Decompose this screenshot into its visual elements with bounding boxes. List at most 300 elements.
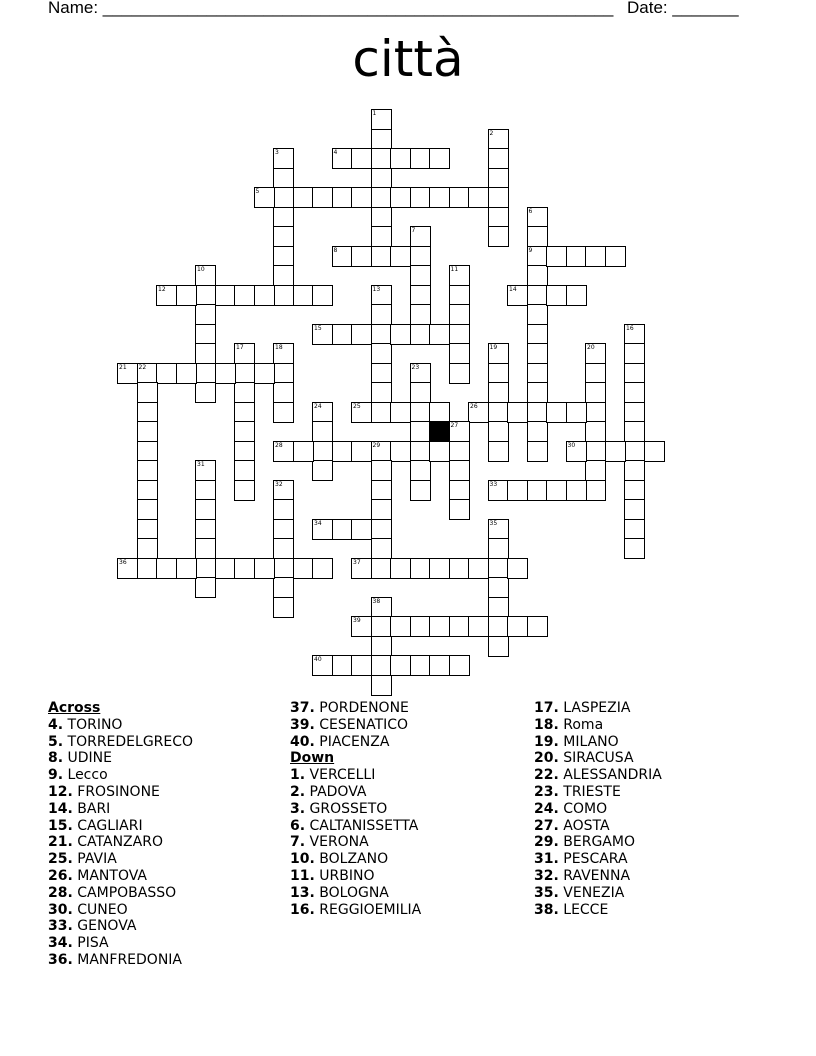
grid-cell[interactable]: [371, 363, 392, 384]
grid-cell[interactable]: [195, 285, 216, 306]
grid-cell[interactable]: [429, 324, 450, 345]
across-clue: 34. PISA: [48, 935, 109, 952]
grid-cell[interactable]: [273, 168, 294, 189]
grid-cell[interactable]: [351, 148, 372, 169]
grid-cell[interactable]: [117, 558, 138, 579]
grid-cell[interactable]: [273, 597, 294, 618]
clue-number: 5: [255, 188, 260, 195]
grid-cell[interactable]: [624, 460, 645, 481]
grid-cell[interactable]: [410, 441, 431, 462]
grid-cell[interactable]: [410, 480, 431, 501]
grid-cell[interactable]: [449, 265, 470, 286]
across-clue: 37. PORDENONE: [290, 700, 409, 716]
grid-cell[interactable]: [429, 655, 450, 676]
grid-cell[interactable]: [273, 499, 294, 520]
grid-cell[interactable]: [488, 187, 509, 208]
grid-cell[interactable]: [312, 519, 333, 540]
grid-cell[interactable]: [351, 616, 372, 637]
grid-cell[interactable]: [410, 363, 431, 384]
grid-cell[interactable]: [351, 441, 372, 462]
clues-column-2: [290, 700, 421, 918]
grid-cell[interactable]: [234, 363, 255, 384]
grid-cell[interactable]: [371, 129, 392, 150]
grid-cell[interactable]: [312, 187, 333, 208]
grid-cell[interactable]: [449, 304, 470, 325]
grid-cell[interactable]: [273, 363, 294, 384]
grid-cell[interactable]: [254, 558, 275, 579]
grid-cell[interactable]: [371, 499, 392, 520]
grid-cell[interactable]: [273, 226, 294, 247]
grid-cell[interactable]: [449, 499, 470, 520]
grid-cell[interactable]: [410, 616, 431, 637]
grid-cell[interactable]: [234, 558, 255, 579]
grid-cell[interactable]: [566, 480, 587, 501]
down-clue: 29. BERGAMO: [534, 834, 635, 851]
clue-number: 6: [528, 207, 533, 215]
grid-cell[interactable]: [137, 421, 158, 442]
grid-cell[interactable]: [117, 363, 138, 384]
grid-cell[interactable]: [371, 304, 392, 325]
clue-number: 28: [275, 441, 283, 449]
grid-cell[interactable]: [351, 187, 372, 208]
grid-cell[interactable]: [137, 402, 158, 423]
grid-cell[interactable]: [527, 363, 548, 384]
grid-cell[interactable]: [449, 187, 470, 208]
grid-cell[interactable]: [195, 363, 216, 384]
grid-cell[interactable]: [273, 265, 294, 286]
clue-number: 34: [314, 519, 322, 527]
grid-cell[interactable]: [507, 285, 528, 306]
grid-cell[interactable]: [566, 246, 587, 267]
grid-cell[interactable]: [449, 285, 470, 306]
grid-cell[interactable]: [410, 421, 431, 442]
grid-cell[interactable]: [429, 187, 450, 208]
grid-cell[interactable]: [234, 285, 255, 306]
grid-cell[interactable]: [371, 343, 392, 364]
grid-cell[interactable]: [273, 343, 294, 364]
grid-cell[interactable]: [137, 480, 158, 501]
grid-cell[interactable]: [390, 441, 411, 462]
grid-cell[interactable]: [449, 460, 470, 481]
grid-cell[interactable]: [468, 558, 489, 579]
grid-cell[interactable]: [605, 246, 626, 267]
grid-cell[interactable]: [234, 441, 255, 462]
down-clue: 7. VERONA: [290, 834, 369, 851]
grid-cell[interactable]: [527, 616, 548, 637]
down-clue: 22. ALESSANDRIA: [534, 767, 662, 784]
across-clue: 4. TORINO: [48, 716, 123, 733]
grid-cell[interactable]: [429, 148, 450, 169]
grid-cell[interactable]: [273, 519, 294, 540]
grid-cell[interactable]: [371, 538, 392, 559]
grid-cell[interactable]: [293, 441, 314, 462]
grid-cell[interactable]: [156, 558, 177, 579]
grid-cell[interactable]: [624, 538, 645, 559]
grid-cell[interactable]: [254, 187, 275, 208]
grid-cell[interactable]: [488, 519, 509, 540]
grid-cell[interactable]: [234, 402, 255, 423]
grid-cell[interactable]: [585, 343, 606, 364]
grid-cell[interactable]: [507, 480, 528, 501]
grid-cell[interactable]: [527, 207, 548, 228]
grid-cell[interactable]: [527, 402, 548, 423]
grid-cell[interactable]: [312, 558, 333, 579]
grid-cell[interactable]: [371, 324, 392, 345]
across-clue: 26. MANTOVA: [48, 867, 147, 884]
grid-cell[interactable]: [332, 324, 353, 345]
grid-cell[interactable]: [273, 558, 294, 579]
grid-cell[interactable]: [410, 558, 431, 579]
grid-cell[interactable]: [371, 441, 392, 462]
grid-cell[interactable]: [390, 402, 411, 423]
across-clue: 8. UDINE: [48, 750, 112, 767]
grid-cell[interactable]: [507, 402, 528, 423]
grid-cell[interactable]: [449, 324, 470, 345]
grid-cell[interactable]: [332, 655, 353, 676]
grid-cell[interactable]: [644, 441, 665, 462]
grid-cell[interactable]: [527, 324, 548, 345]
grid-cell[interactable]: [566, 285, 587, 306]
grid-cell[interactable]: [156, 285, 177, 306]
grid-cell[interactable]: [585, 480, 606, 501]
grid-cell[interactable]: [390, 655, 411, 676]
grid-cell[interactable]: [449, 655, 470, 676]
grid-cell[interactable]: [624, 480, 645, 501]
across-clue: 5. TORREDELGRECO: [48, 733, 194, 750]
grid-cell[interactable]: [488, 382, 509, 403]
grid-cell[interactable]: [195, 538, 216, 559]
grid-cell[interactable]: [468, 616, 489, 637]
grid-cell[interactable]: [176, 285, 197, 306]
across-clue: 28. CAMPOBASSO: [48, 884, 177, 901]
grid-cell[interactable]: [566, 441, 587, 462]
grid-cell[interactable]: [371, 616, 392, 637]
grid-cell[interactable]: [273, 577, 294, 598]
grid-cell[interactable]: [371, 597, 392, 618]
grid-cell[interactable]: [312, 402, 333, 423]
grid-cell[interactable]: [624, 363, 645, 384]
grid-cell[interactable]: [624, 382, 645, 403]
grid-cell[interactable]: [137, 499, 158, 520]
grid-cell[interactable]: [410, 187, 431, 208]
grid-cell[interactable]: [371, 109, 392, 130]
grid-cell[interactable]: [449, 343, 470, 364]
grid-cell[interactable]: [390, 616, 411, 637]
clue-number: 39: [353, 617, 361, 624]
grid-cell[interactable]: [273, 148, 294, 169]
grid-cell[interactable]: [371, 519, 392, 540]
grid-cell[interactable]: [351, 402, 372, 423]
grid-cell[interactable]: [488, 129, 509, 150]
clue-number: 11: [450, 266, 459, 273]
grid-cell[interactable]: [273, 441, 294, 462]
across-clue: 15. CAGLIARI: [48, 817, 143, 834]
clue-number: 20: [587, 344, 595, 351]
grid-cell[interactable]: [156, 363, 177, 384]
grid-cell[interactable]: [507, 558, 528, 579]
grid-cell[interactable]: [410, 226, 431, 247]
grid-cell[interactable]: [488, 538, 509, 559]
grid-cell[interactable]: [195, 558, 216, 579]
grid-cell[interactable]: [507, 616, 528, 637]
clue-number: 7: [411, 227, 416, 234]
grid-cell[interactable]: [371, 187, 392, 208]
grid-cell[interactable]: [351, 246, 372, 267]
grid-cell[interactable]: [449, 363, 470, 384]
grid-cell[interactable]: [234, 480, 255, 501]
grid-cell[interactable]: [488, 148, 509, 169]
grid-cell[interactable]: [195, 577, 216, 598]
grid-cell[interactable]: [195, 519, 216, 540]
grid-cell[interactable]: [215, 558, 236, 579]
grid-cell[interactable]: [585, 382, 606, 403]
across-clue: 36. MANFREDONIA: [48, 951, 182, 968]
grid-cell[interactable]: [371, 226, 392, 247]
grid-cell[interactable]: [137, 558, 158, 579]
grid-cell[interactable]: [605, 441, 626, 462]
grid-cell[interactable]: [527, 480, 548, 501]
grid-cell[interactable]: [332, 148, 353, 169]
grid-cell[interactable]: [488, 363, 509, 384]
grid-cell[interactable]: [429, 402, 450, 423]
grid-cell[interactable]: [624, 519, 645, 540]
grid-cell[interactable]: [488, 480, 509, 501]
grid-cell[interactable]: [527, 226, 548, 247]
grid-cell[interactable]: [137, 382, 158, 403]
clue-number: 24: [314, 402, 322, 410]
grid-cell[interactable]: [449, 558, 470, 579]
grid-cell[interactable]: [137, 538, 158, 559]
grid-cell[interactable]: [410, 382, 431, 403]
grid-cell[interactable]: [546, 246, 567, 267]
grid-cell[interactable]: [371, 655, 392, 676]
grid-cell[interactable]: [273, 285, 294, 306]
grid-cell[interactable]: [390, 558, 411, 579]
clue-number: 32: [275, 480, 283, 488]
down-clue: 27. AOSTA: [534, 817, 610, 834]
grid-cell[interactable]: [234, 460, 255, 481]
down-clue: 18. Roma: [534, 716, 604, 733]
grid-cell[interactable]: [429, 558, 450, 579]
across-clue: 40. PIACENZA: [290, 733, 390, 750]
grid-cell[interactable]: [273, 246, 294, 267]
grid-cell[interactable]: [195, 480, 216, 501]
grid-cell[interactable]: [546, 480, 567, 501]
grid-cell[interactable]: [234, 382, 255, 403]
grid-cell[interactable]: [371, 402, 392, 423]
grid-cell[interactable]: [176, 363, 197, 384]
clue-number: 38: [372, 597, 381, 605]
name-field-label: Name: ______________________________________________________: [48, 0, 614, 17]
grid-cell[interactable]: [468, 402, 489, 423]
grid-cell[interactable]: [527, 246, 548, 267]
grid-cell[interactable]: [624, 421, 645, 442]
grid-cell[interactable]: [273, 207, 294, 228]
grid-cell[interactable]: [429, 616, 450, 637]
grid-cell[interactable]: [234, 343, 255, 364]
grid-cell[interactable]: [195, 382, 216, 403]
grid-cell[interactable]: [332, 441, 353, 462]
grid-cell[interactable]: [351, 558, 372, 579]
grid-cell[interactable]: [371, 558, 392, 579]
grid-cell[interactable]: [332, 187, 353, 208]
grid-cell[interactable]: [488, 597, 509, 618]
grid-cell[interactable]: [390, 324, 411, 345]
across-heading: Across: [48, 700, 101, 716]
grid-cell[interactable]: [449, 480, 470, 501]
grid-cell[interactable]: [390, 148, 411, 169]
grid-cell[interactable]: [488, 402, 509, 423]
across-clue: 25. PAVIA: [48, 851, 117, 868]
grid-cell[interactable]: [488, 577, 509, 598]
grid-cell[interactable]: [624, 324, 645, 345]
grid-cell[interactable]: [410, 265, 431, 286]
grid-cell[interactable]: [332, 246, 353, 267]
grid-cell[interactable]: [585, 246, 606, 267]
grid-cell[interactable]: [488, 558, 509, 579]
clue-number: 37: [353, 558, 361, 566]
grid-cell[interactable]: [410, 285, 431, 306]
grid-cell[interactable]: [410, 246, 431, 267]
clue-number: 29: [372, 441, 381, 449]
grid-cell[interactable]: [195, 460, 216, 481]
grid-cell[interactable]: [312, 441, 333, 462]
grid-cell[interactable]: [410, 402, 431, 423]
grid-cell[interactable]: [273, 480, 294, 501]
grid-cell[interactable]: [371, 148, 392, 169]
grid-cell[interactable]: [546, 402, 567, 423]
grid-cell[interactable]: [215, 363, 236, 384]
grid-cell[interactable]: [371, 460, 392, 481]
grid-cell[interactable]: [468, 187, 489, 208]
grid-cell[interactable]: [488, 616, 509, 637]
grid-cell[interactable]: [527, 343, 548, 364]
grid-cell[interactable]: [488, 421, 509, 442]
grid-cell[interactable]: [273, 538, 294, 559]
grid-cell[interactable]: [234, 421, 255, 442]
across-clue: 14. BARI: [48, 800, 111, 817]
grid-cell[interactable]: [624, 441, 645, 462]
grid-cell[interactable]: [332, 519, 353, 540]
grid-cell[interactable]: [585, 363, 606, 384]
grid-cell[interactable]: [371, 246, 392, 267]
grid-cell[interactable]: [137, 519, 158, 540]
clue-number: 3: [275, 149, 279, 156]
grid-cell[interactable]: [195, 499, 216, 520]
grid-cell[interactable]: [371, 207, 392, 228]
grid-cell[interactable]: [527, 382, 548, 403]
grid-cell[interactable]: [312, 421, 333, 442]
grid-cell[interactable]: [410, 148, 431, 169]
grid-cell[interactable]: [527, 441, 548, 462]
grid-cell[interactable]: [449, 441, 470, 462]
grid-cell[interactable]: [527, 285, 548, 306]
grid-cell[interactable]: [410, 460, 431, 481]
across-clue: 30. CUNEO: [48, 901, 128, 918]
clue-number: 23: [411, 363, 420, 371]
grid-cell[interactable]: [371, 168, 392, 189]
grid-cell[interactable]: [585, 441, 606, 462]
grid-cell[interactable]: [527, 304, 548, 325]
grid-cell[interactable]: [546, 285, 567, 306]
grid-cell[interactable]: [624, 499, 645, 520]
clue-number: 4: [333, 149, 338, 156]
down-clue: 16. REGGIOEMILIA: [290, 901, 422, 918]
grid-cell[interactable]: [273, 382, 294, 403]
grid-cell[interactable]: [351, 324, 372, 345]
grid-cell[interactable]: [449, 421, 470, 442]
grid-cell[interactable]: [566, 402, 587, 423]
grid-cell[interactable]: [351, 519, 372, 540]
grid-cell[interactable]: [195, 324, 216, 345]
grid-cell[interactable]: [293, 187, 314, 208]
grid-cell[interactable]: [624, 402, 645, 423]
grid-cell[interactable]: [195, 304, 216, 325]
grid-cell[interactable]: [488, 441, 509, 462]
grid-cell[interactable]: [585, 402, 606, 423]
grid-cell[interactable]: [137, 363, 158, 384]
grid-cell[interactable]: [488, 168, 509, 189]
grid-cell[interactable]: [195, 343, 216, 364]
down-clue: 2. PADOVA: [290, 783, 367, 800]
grid-cell[interactable]: [488, 207, 509, 228]
grid-cell[interactable]: [254, 285, 275, 306]
grid-cell[interactable]: [371, 480, 392, 501]
grid-cell[interactable]: [371, 636, 392, 657]
grid-cell[interactable]: [527, 265, 548, 286]
grid-cell[interactable]: [390, 246, 411, 267]
grid-cell[interactable]: [273, 402, 294, 423]
grid-cell[interactable]: [273, 187, 294, 208]
grid-cell[interactable]: [351, 655, 372, 676]
clue-number: 22: [138, 363, 147, 371]
down-clue: 11. URBINO: [290, 867, 375, 884]
grid-cell[interactable]: [390, 187, 411, 208]
grid-cell[interactable]: [293, 558, 314, 579]
grid-cell[interactable]: [585, 421, 606, 442]
down-clue: 1. VERCELLI: [290, 767, 376, 784]
grid-cell[interactable]: [137, 460, 158, 481]
grid-cell[interactable]: [312, 324, 333, 345]
grid-cell[interactable]: [488, 343, 509, 364]
grid-cell[interactable]: [371, 675, 392, 696]
grid-cell[interactable]: [254, 363, 275, 384]
grid-cell[interactable]: [312, 655, 333, 676]
grid-cell[interactable]: [371, 382, 392, 403]
grid-cell[interactable]: [410, 304, 431, 325]
grid-cell[interactable]: [449, 616, 470, 637]
grid-cell[interactable]: [312, 285, 333, 306]
grid-cell[interactable]: [527, 421, 548, 442]
grid-cell[interactable]: [410, 324, 431, 345]
grid-cell[interactable]: [585, 460, 606, 481]
grid-cell[interactable]: [137, 441, 158, 462]
grid-cell[interactable]: [176, 558, 197, 579]
grid-cell[interactable]: [429, 441, 450, 462]
grid-cell[interactable]: [215, 285, 236, 306]
grid-cell[interactable]: [312, 460, 333, 481]
grid-cell[interactable]: [624, 343, 645, 364]
grid-cell[interactable]: [488, 636, 509, 657]
grid-cell[interactable]: [293, 285, 314, 306]
down-clue: 10. BOLZANO: [290, 851, 389, 868]
clue-number: 31: [197, 461, 205, 468]
grid-cell[interactable]: [195, 265, 216, 286]
grid-cell[interactable]: [410, 655, 431, 676]
clues-column-1: [48, 700, 193, 969]
grid-cell[interactable]: [488, 226, 509, 247]
grid-cell[interactable]: [371, 285, 392, 306]
